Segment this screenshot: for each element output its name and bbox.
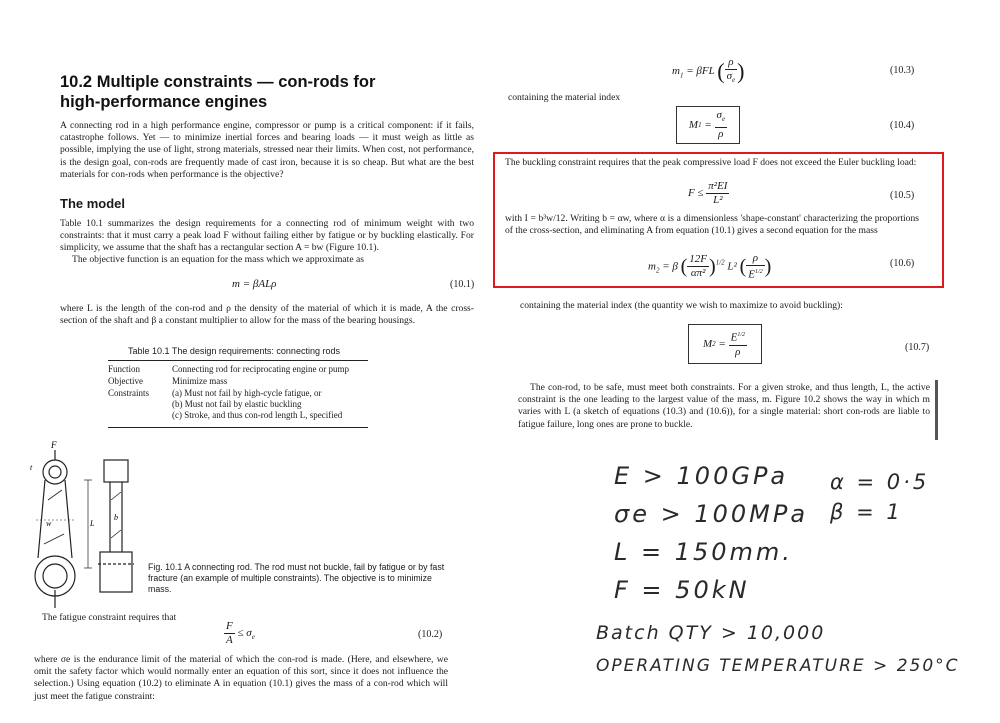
table-row: Constraints (a) Must not fail by high-cycle fatigue, or xyxy=(108,388,322,398)
eq2-explanation: where σe is the endurance limit of the material of which the con-rod is made. (Here, and elsewhere, we omit the safety factor which would normally enter an equation of this sort, since it does not influence the selection.) Using equation (10.2) to eliminate A in equation (10.1) gives the mass of a con-rod which will just meet the fatigue constraint: xyxy=(34,654,448,702)
equation-10-5: F ≤ $\frac{\text{π²EI}}{\text{L²}}$ xyxy=(688,180,728,206)
fig-label-L: L xyxy=(90,519,95,528)
equation-number-10-4: (10.4) xyxy=(890,120,915,131)
equation-10-2: $\frac{F}{A}$ ≤ $\sigma_e$ xyxy=(226,620,255,646)
intro-paragraph: A connecting rod in a high performance engine, compressor or pump is a critical component: if it fails, catastrophe follows. Yet — to minimize inertial forces and bearing loads — it must weigh as little as possible, implying the use of light, strong materials, stressed near their limits. When cost, not performance, is the design goal, con-rods are frequently made of cast iron, because it is so cheap. But what are the best materials for con-rods when performance is the objective? xyxy=(60,120,474,180)
model-paragraph: Table 10.1 summarizes the design requirements for a connecting rod of minimum weight with two constraints: that it must carry a peak load F without failing either by fatigue or by buckling elastically. For simplicity, we assume that the shaft has a rectangular section A = bw (Figure 10.1). xyxy=(60,218,474,254)
fig-label-w: w xyxy=(46,519,52,528)
figure-caption: Fig. 10.1 A connecting rod. The rod must not buckle, fail by fatigue or by fast fracture (an example of multiple constraints). The objective is to minimize mass. xyxy=(148,562,445,594)
shape-constant-paragraph: with I = b³w/12. Writing b = αw, where α is a dimensionless 'shape-constant' characterizing the proportions of the cross-section, and eliminating A from equation (10.1) gives a second equation for the mass xyxy=(505,213,919,237)
handwritten-alpha: α = 0·5 xyxy=(830,470,930,494)
table-rule-bottom xyxy=(108,427,368,428)
objective-paragraph: The objective function is an equation for the mass which we approximate as xyxy=(72,254,364,265)
equation-10-6: $m_2 = \beta$ ( $\frac{12F}{\text{απ²}}$ )$^{1/2}$ L² ( $\frac{\rho}{E^{1/2}}$ ) xyxy=(648,252,772,281)
buckling-paragraph: The buckling constraint requires that the peak compressive load F does not exceed the Euler buckling load: xyxy=(505,157,917,168)
equation-10-1: m = βALρ xyxy=(232,278,277,290)
table-row: Objective Minimize mass xyxy=(108,376,228,386)
equation-number-10-7: (10.7) xyxy=(905,342,930,353)
equation-number-10-2: (10.2) xyxy=(418,629,443,640)
table-row: Function Connecting rod for reciprocating engine or pump xyxy=(108,364,349,374)
model-heading: The model xyxy=(60,196,126,211)
table-caption: Table 10.1 The design requirements: connecting rods xyxy=(128,346,340,356)
equation-number-10-1: (10.1) xyxy=(450,279,475,290)
containing-index2-text: containing the material index (the quantity we wish to maximize to avoid buckling): xyxy=(520,300,843,311)
requirements-table xyxy=(108,363,357,421)
equation-10-3: $m_1 = \beta FL$ ( $\frac{\rho}{\sigma_e}$ ) xyxy=(672,56,745,85)
handwritten-sigma: σe > 100MPa xyxy=(614,500,809,528)
handwritten-L: L = 150mm. xyxy=(614,538,793,566)
fig-label-t: t xyxy=(30,463,33,472)
connecting-rod-figure xyxy=(28,440,148,610)
containing-index-text: containing the material index xyxy=(508,92,621,103)
equation-number-10-5: (10.5) xyxy=(890,190,915,201)
material-index-box-M2: M 2 = $\frac{E^{1/2}}{\rho}$ xyxy=(688,324,762,364)
handwritten-temperature: OPERATING TEMPERATURE > 250°C xyxy=(596,656,960,676)
equation-number-10-6: (10.6) xyxy=(890,258,915,269)
handwritten-F: F = 50kN xyxy=(614,576,750,604)
table-row: (c) Stroke, and thus con-rod length L, specified xyxy=(172,410,343,420)
equation-number-10-3: (10.3) xyxy=(890,65,915,76)
fig-label-b: b xyxy=(114,513,118,522)
eq1-explanation: where L is the length of the con-rod and ρ the density of the material of which it is made, A the cross-section of the shaft and β a constant multiplier to allow for the mass of the bearing housings. xyxy=(60,303,474,327)
fig-label-F: F xyxy=(51,440,57,450)
handwritten-beta: β = 1 xyxy=(830,500,903,524)
section-heading: 10.2 Multiple constraints — con-rods for high-performance engines xyxy=(60,73,376,111)
material-index-box-M1: M 1 = $\frac{\sigma_e}{\rho}$ xyxy=(676,106,740,144)
table-rule-top xyxy=(108,360,368,361)
conrod-paragraph: The con-rod, to be safe, must meet both constraints. For a given stroke, and thus length, L, the active constraint is the one leading to the largest value of the mass, m. Figure 10.2 shows the way in which m varies with L (a sketch of equations (10.3) and (10.6)), for a single material: short con-rods are liable to fatigue failure, long ones are prone to buckle. xyxy=(518,382,930,430)
scan-edge xyxy=(935,380,938,440)
table-row: (b) Must not fail by elastic buckling xyxy=(172,399,302,409)
handwritten-batch: Batch QTY > 10,000 xyxy=(596,622,826,644)
handwritten-E: E > 100GPa xyxy=(614,462,789,490)
fatigue-intro: The fatigue constraint requires that xyxy=(42,612,177,623)
